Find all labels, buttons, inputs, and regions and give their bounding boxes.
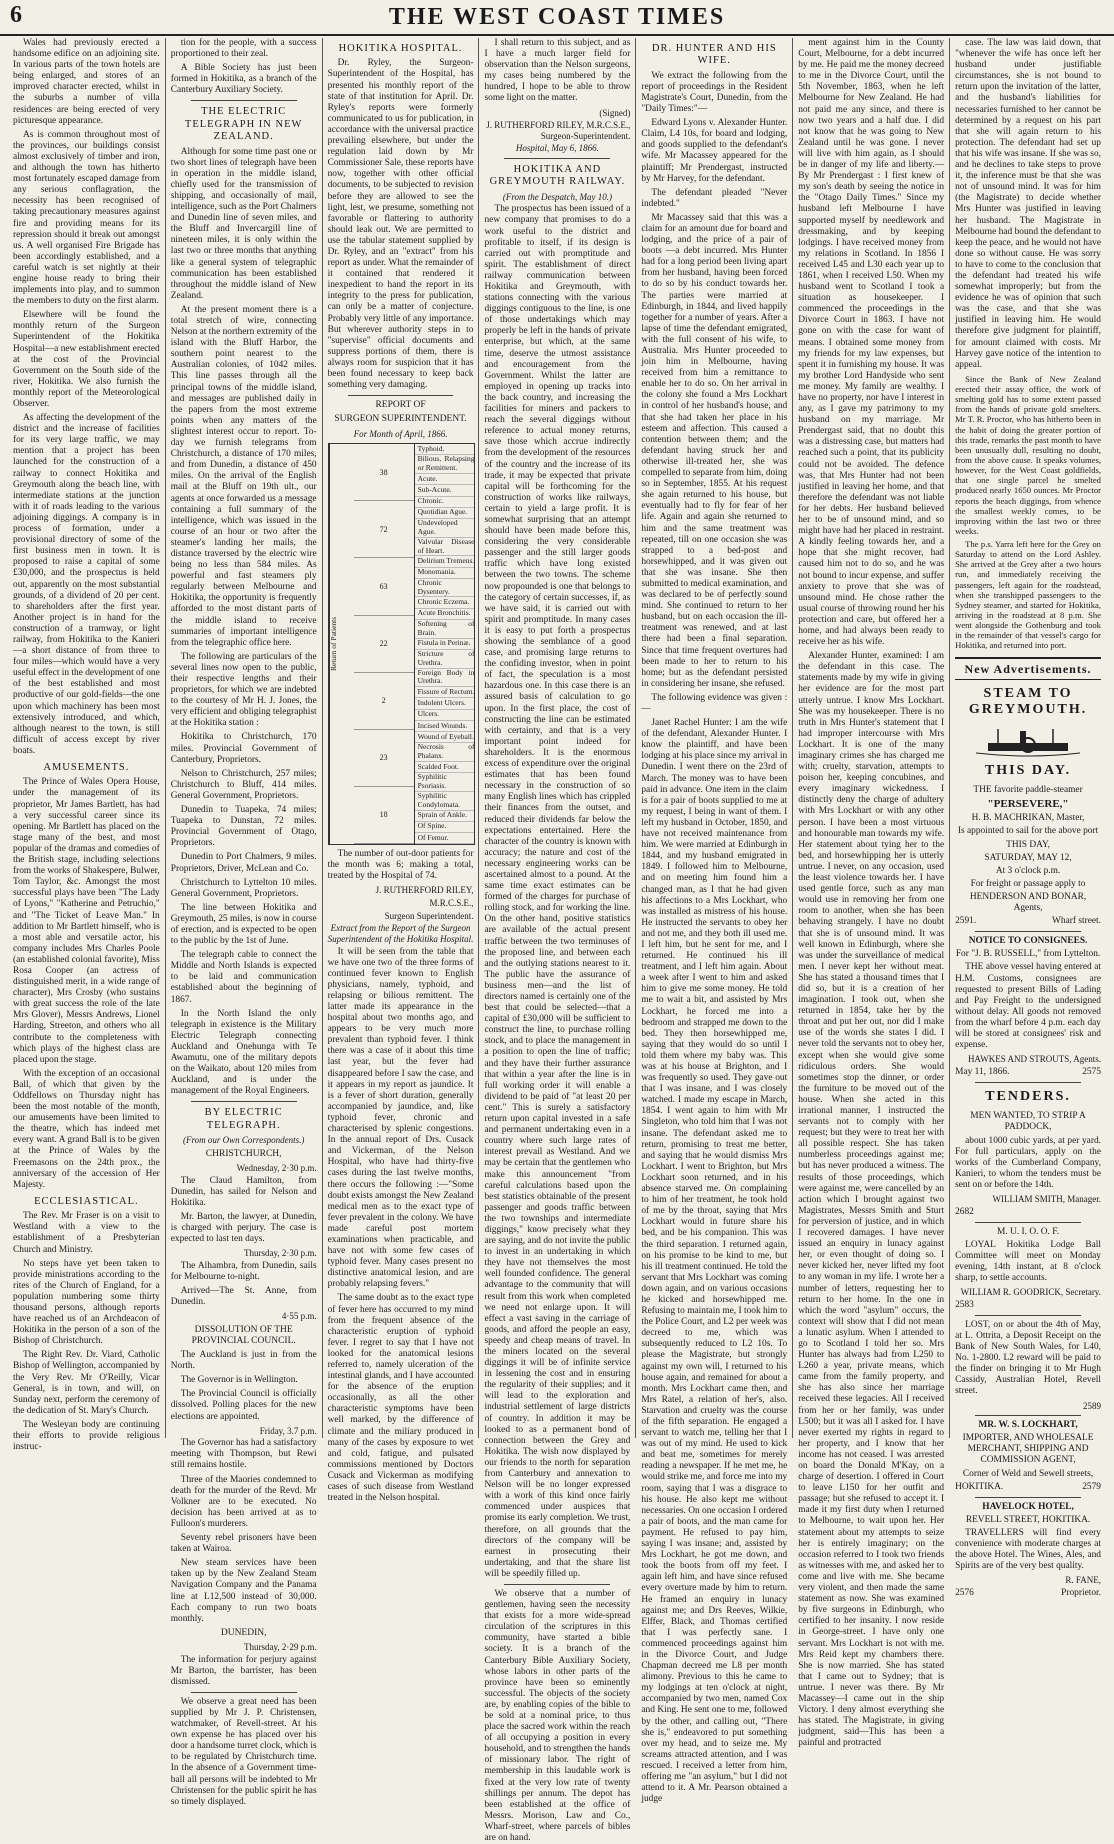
- signature: J. RUTHERFORD RILEY,: [375, 885, 474, 896]
- paragraph: At the present moment there is a total stretch of wire, connecting Nelson at the northern extremity of the island with the Bluff Harbor, the southern point nearest to the Australian colonies, of 1042 miles. This line passes through all the principal towns of the middle island, and messages are published daily in the papers from the most extreme points when any matters of the slightest interest occur to report. To-day we furnish telegrams from Christchurch, a distance of 170 miles, and from Dunedin, a distance of 450 miles. On the arrival of the English mail at the Bluff on 19th ult., our agents at once forwarded us a message containing a full summary of the intelligence, which was issued in the course of an hour or two after the steamer's landing her mails, the distance traversed by the electric wire being no less than 584 miles. As powerful and fast steamers ply regularly between Melbourne and Hokitika, the opportunity is frequently afforded to the most distant parts of the middle island to receive summaries of important intelligence from the telegraphic office here.: [170, 304, 317, 648]
- newspaper-title: THE WEST COAST TIMES: [388, 4, 726, 30]
- table-disease-cell: Foreign Body in Urethra.: [415, 669, 475, 688]
- paragraph: tion for the people, with a success proportioned to their zeal.: [170, 38, 317, 60]
- ad-text: Wharf street.: [1052, 916, 1101, 927]
- table-disease-cell: Necrosis of Phalanx.: [415, 743, 475, 762]
- paragraph: Wales had previously erected a handsome edifice on an adjoining site. In various parts of the town hotels are being enlarged, and stores of an improved character erected, whilst in the suburbs a number of villa residences are being erected of very picturesque appearance.: [13, 38, 160, 126]
- table-disease-cell: Wound of Eyeball.: [415, 732, 475, 743]
- ad-text: Proprietor.: [1061, 1587, 1101, 1598]
- ad-number: 2579: [1082, 1481, 1101, 1492]
- section-heading-amusements: AMUSEMENTS.: [43, 762, 130, 773]
- table-count-cell: 2: [354, 673, 414, 730]
- table-disease-cell: Of Femur.: [415, 833, 475, 844]
- table-disease-cell: Indolent Ulcers.: [415, 698, 475, 709]
- section-heading-ecclesiastical: ECCLESIASTICAL.: [34, 1195, 139, 1207]
- ad-text: THIS DAY,: [1006, 839, 1050, 850]
- ad-title: M. U. I. O. O. F.: [997, 1226, 1060, 1237]
- ad-text: about 1000 cubic yards, at per yard. For full particulars, apply on the works of the Cumberland Company, Kanieri, to whom the tenders must be sent on or before the 14th.: [955, 1135, 1101, 1190]
- paragraph: The following are particulars of the several lines now open to the public, their respective lengths and their proprietors, for which we are indebted to the courtesy of Mr H. J. Jones, the very efficient and obliging telegraphist at the Hokitika station :: [170, 651, 317, 729]
- table-note: The number of out-door patients for the month was 6; making a total, treated by the Hospital of 74.: [327, 849, 474, 882]
- paragraph: We observe a great need has been supplied by Mr J. P. Christensen, watchmaker, of Revell-street. At his own expense he has placed over his door a handsome turret clock, which is to be regulated by Christchurch time. In the absence of a Government time-ball all persons will be indebted to Mr Christensen for the public spirit he has so timely displayed.: [170, 1696, 317, 1807]
- ad-tenders: [955, 1089, 1101, 1218]
- ad-text: TRAVELLERS will find every convenience with moderate charges at the above Hotel. The Wines, Ales, and Spirits are of the very best quality.: [955, 1527, 1101, 1572]
- table-disease-cell: Sub-Acute.: [415, 485, 475, 496]
- ad-title: NOTICE TO CONSIGNEES.: [968, 936, 1088, 947]
- paragraph: No steps have yet been taken to provide ministrations according to the rites of the Church of England, for a population numbering some thirty thousand persons, although reports have reached us of an Archdeacon of Hokitika in the person of a son of the Bishop of Christchurch.: [13, 1258, 160, 1347]
- ad-text: H. B. MACHRIKAN, Master,: [971, 813, 1085, 824]
- paragraph: Dr. Ryley, the Surgeon-Superintendent of the Hospital, has presented his monthly report of the state of that institution for April. Dr. Ryley's reports were formerly communicated to us for publication, in accordance with the universal practice prevailing elsewhere, but under the regulation laid down by Mr Commissioner Sale, these reports have now, together with other official documents, to be subjected to revision before they are allowed to see the light, lest, we presume, something not favorable or flattering to authority should leak out. We are permitted to use the tabular statement supplied by Dr. Ryley, and an "extract" from his report as under. What the remainder of it contained that rendered it inexpedient to hand the report in its integrity to the press for publication, can only be a matter of conjecture. Probably very little of any importance. But wherever authority steps in to "supervise" official documents and suppress portions of them, there is always room for suspicion that it has been found necessary to keep back something very damaging.: [327, 58, 474, 391]
- ad-signature: WILLIAM R. GOODRICK, Secretary.: [960, 1287, 1101, 1298]
- ship-name: "PERSEVERE,": [987, 798, 1069, 811]
- column-4: [478, 38, 635, 1844]
- paragraph: The Governor has had a satisfactory meeting with Thompson, but Rewi still remains hostile.: [170, 1438, 317, 1471]
- ad-number: 2591.: [955, 916, 977, 927]
- ad-text: HENDERSON AND BONAR, Agents,: [969, 891, 1087, 914]
- table-count-cell: 63: [354, 558, 414, 615]
- ad-text: For freight or passage apply to: [970, 878, 1086, 889]
- ad-number: 2682: [955, 1206, 974, 1217]
- paragraph: The line between Hokitika and Greymouth, 25 miles, is now in course of erection, and is expected to be open to the public by the 1st of June.: [170, 902, 317, 947]
- table-disease-cell: Chronic.: [415, 497, 475, 508]
- table-disease-cell: Fissure of Rectum.: [415, 687, 475, 698]
- table-count-cell: 72: [354, 501, 414, 558]
- paragraph: The information for perjury against Mr Barton, the barrister, has been dismissed.: [170, 1654, 317, 1687]
- paragraph: Christchurch to Lyttelton 10 miles. General Government, Proprietors.: [170, 877, 317, 899]
- signature: J. RUTHERFORD RILEY, M.R.C.S.E., Surgeon-Superintendent.: [486, 120, 631, 141]
- steamer-icon: [968, 725, 1088, 757]
- paragraph: The same doubt as to the exact type of fever here has occurred to my mind from the frequent absence of the characteristic eruption of typhoid fever. I regret to say that I have not looked for the anatomical lesions referred to, namely ulceration of the intestinal glands, and I have accounted for the absence of the eruption occasionally, as all the other characteristic symptoms have been well marked, by the difference of climate and the miliary produced in many of the cases by exposure to wet and cold, fatigue, and pulsated commissions mentioned by Doctors Cusack and Vickerman as modifying cases of such disease from Westland treated in the Nelson hospital.: [327, 1293, 474, 1504]
- paragraph: The Claud Hamilton, from Dunedin, has sailed for Nelson and Hokitika.: [170, 1175, 317, 1208]
- paragraph: The p.s. Yarra left here for the Grey on Saturday to attend on the Lord Ashley. She arrived at the Grey after a two hours run, and immediately receiving the passengers, left again for the roadstead, when she transhipped passengers to the Sydney steamer, and started for Hokitika, arriving in the roadstead at 8 p.m. She went alongside the Gothenburg and took in the remainder of that vessel's cargo for Hokitika, and returned into port.: [955, 539, 1101, 651]
- paragraph: Dunedin to Tuapeka, 74 miles; Tuapeka to Dunstan, 72 miles. Provincial Government of Otago, Proprietors.: [170, 805, 317, 849]
- ad-text: Corner of Weld and Sewell streets,: [962, 1468, 1094, 1479]
- ad-subtitle: For "J. B. RUSSELL," from Lyttelton.: [955, 949, 1101, 960]
- correspondents-note: (From our Own Correspondents.): [183, 1135, 305, 1146]
- masthead: [0, 0, 1114, 36]
- ad-subtitle: THIS DAY.: [984, 762, 1072, 778]
- dateline-christchurch: CHRISTCHURCH,: [205, 1148, 282, 1159]
- paragraph: New steam services have been taken up by the New Zealand Steam Navigation Company and the Panama line at L12,500 instead of 30,000. Each company to run two boats monthly.: [170, 1558, 317, 1624]
- table-disease-cell: Fistula in Perinæ.: [415, 639, 475, 650]
- paragraph: The Rev. Mr Fraser is on a visit to Westland with a view to the establishment of a Presbyterian Church and Ministry.: [13, 1211, 160, 1255]
- paragraph: ment against him in the County Court, Melbourne, for a debt incurred by me. He paid me the money decreed to me in the Divorce Court, until the 5th November, 1863, when he left Melbourne for New Zealand. He had not paid me any since, and there is now two years and a half due. I did not know that he was going to New Zealand until he was gone. I never will live with him again, as I should be in danger of my life and liberty.—By Mr Prendergast : I first knew of my son's death by seeing the notice in the "Otago Daily Times." Since my husband left Melbourne I have supported myself by needlework and dressmaking, and by keeping lodgings. I have received money from my relations in Scotland. In 1856 I received L45 and L30 each year up to 1861, when I received L50. When my husband went to Scotland I took a situation as housekeeper. I commenced the proceedings in the Divorce Court in 1863. I have not gone on with the case for want of means. I obtained some money from my friends for my law expenses, but spent it in furnishing my house. It was my brother Lord Handyside who sent me money. My family are wealthy. I have no property, nor have I interest in any, as I gave my patrimony to my husband on my marriage. Mr Prendergast said, that no doubt this was a distressing case, but matters had reached such a point, that its publicity could not be avoided. The defence was, that Mrs Hunter had not been justified in leaving her home, and that therefore the defendant was not liable for her debts. Her husband believed her to be of unsound mind, and so might have had her placed in restraint. A kindly feeling towards her, and a hope that she might recover, had caused him not to do so, and he was not bound to incur expense, and suffer anxiety to prove that she was of unsound mind. He chose rather the usual course of throwing round her his protection and care, but offered her a home, and had always been ready to receive her as his wife.: [798, 38, 945, 648]
- ad-lockhart: [955, 1420, 1101, 1493]
- paragraph: The prospectus has been issued of a new company that promises to do a work useful to the district and profitable to itself, if its design is carried out with promptitude and spirit. The establishment of direct railway communication between Hokitika and Greymouth, with stations connecting with the various diggings contiguous to the line, is one of those undertakings which may properly be left in the hands of private enterprise, but which, at the same time, deserve the utmost assistance and encouragement from the Government. Whilst the latter are employed in opening up tracks into the back country, and increasing the facilities for miners and packers to reach the several diggings without reference to actual money returns, save those which accrue indirectly from the development of the resources of the country and the increase of its trade, it may be expected that private capital will be forthcoming for the construction of works like railways, certain to yield a large profit. It is somewhat surprising that an attempt should have been made before this, considering the very considerable passenger and the still larger goods traffic which have long existed between the two towns. The scheme now propounded is one that belongs to the category of certain successes, if, as we have said, it is carried out with spirit and promptitude. In many cases it is easy to put forth a prospectus showing the semblance of a good case, and promising large returns to the confiding investor, when in point of fact, the speculation is a most hazardous one. In this case there is an assured basis of calculation to go upon. In the first place, the cost of constructing the line can be estimated with certainty, and that is a very important point indeed for shareholders. It is the enormous excess of expenditure over the original estimates that has been found necessary in the construction of so many English lines which has crippled their finances from the outset, and reduced their dividends far below the expectations entertained. Here the character of the country is known with accuracy; the nature and cost of the necessary engineering works can be ascertained almost to a pound. At the same time exact estimates can be formed of the charges for purchase of rolling stock, and for working the line. On the other hand, positive statistics are available of the actual present traffic between the two terminuses of the proposed line, and between each and the outlying stations nearest to it. The public have the assurance of business men—and the list of directors named is certainly one of the best that could be selected—that a capital of £30,000 will be sufficient to construct the line, to purchase rolling stock, and to place the management in a position to open the line of traffic; and they have their further assurance that within a year after the line is in full working order it will enable a dividend to be paid of "at least 20 per cent." This is surely a satisfactory return upon capital invested in a safe and permanent undertaking even in a country where such large rates of interest prevail as Westland. And we may be certain that the gentlemen who make this announcement "from careful calculations based upon the best statistics obtainable of the present passenger and goods traffic between the two townships and intermediate diggings," know precisely what they are saying, and do not invite the public to invest in an undertaking in which they have not themselves the most well founded confidence. The general advantage to the community that will result from this work when completed we need not enlarge upon. It will effect a vast saving in the carriage of goods, and afford the people an easy, speedy and cheap means of travel. In the miners located on the several diggings it will be of infinite service in lessening the cost and in ensuring the regularity of their supplies; and it will lead to the exploration and industrial settlement of large districts of country. In addition it may be looked to as a permanent bond of connection between the Grey and Hokitika. The wish now displayed by our friends to the north for separation from Canterbury and annexation to Nelson will be no longer expressed with a work of this kind once fairly commenced under auspices that promise its early completion. We trust, therefore, on all grounds that the directors of the company will be earnest in prosecuting their undertaking, and that the share list will be speedily filled up.: [484, 204, 631, 1579]
- section-heading-telegraph: THE ELECTRIC TELEGRAPH IN NEW ZEALAND.: [184, 106, 303, 143]
- ad-havelock-hotel: [955, 1502, 1101, 1599]
- report-heading: REPORT OF: [375, 400, 426, 411]
- table-disease-cell: Sprain of Ankle.: [415, 811, 475, 822]
- paragraph: The telegraph cable to connect the Middle and North Islands is expected to be laid and communication established about the beginning of 1867.: [170, 950, 317, 1005]
- ad-subtitle: REVELL STREET, HOKITIKA.: [965, 1514, 1091, 1525]
- table-label: Return of Patients: [329, 444, 354, 844]
- ad-text: At 3 o'clock p.m.: [995, 865, 1061, 876]
- report-heading-2: SURGEON SUPERINTENDENT.: [334, 414, 467, 425]
- ad-signature: R. FANE,: [1065, 1575, 1101, 1586]
- paragraph: Mr. Barton, the lawyer, at Dunedin, is charged with perjury. The case is expected to last ten days.: [170, 1211, 317, 1245]
- page-number: 6: [10, 2, 22, 28]
- table-disease-cell: Softening of Brain.: [415, 620, 475, 639]
- table-disease-cell: Undeveloped Ague.: [415, 519, 475, 538]
- table-disease-cell: Syphilitic Psoriasis.: [415, 773, 475, 792]
- paragraph: The Provincial Council is officially dissolved. Polling places for the new elections are appointed.: [170, 1389, 317, 1422]
- paragraph: In the North Island the only telegraph in existence is the Military Electric Telegraph connecting Auckland and Onehunga with Te Awamutu, one of the military depots on the Waikato, about 120 miles from Auckland, and is under the management of the Royal Engineers.: [170, 1008, 317, 1097]
- ad-footer: [955, 1067, 1101, 1078]
- ad-steam-greymouth: [955, 686, 1101, 927]
- column-6: [792, 38, 949, 1749]
- ad-text: LOST, on or about the 4th of May, at L. Ottrita, a Deposit Receipt on the Bank of New South Wales, for L40, No. 1-2800. L2 reward will be paid to the finder on bringing it to Mr Hugh Cassidy, Australian Hotel, Revell street.: [955, 1319, 1101, 1397]
- table-disease-cell: Scalded Foot.: [415, 762, 475, 773]
- table-disease-cell: Stricture of Urethra.: [415, 650, 475, 669]
- paragraph: Arrived—The St. Anne, from Dunedin.: [170, 1285, 317, 1307]
- paragraph: The defendant pleaded "Never indebted.": [641, 187, 788, 209]
- ad-subtitle: IMPORTER, AND WHOLESALE MERCHANT, SHIPPING AND COMMISSION AGENT,: [962, 1433, 1094, 1466]
- hospital-return-table: [328, 443, 476, 845]
- ad-number: 2575: [1082, 1066, 1101, 1077]
- paragraph: As is common throughout most of the provinces, our buildings consist almost exclusively of timber and iron, and although the town has hitherto most fortunately escaped damage from any serious conflagration, the necessity has been recognised of taking precautionary measures against fire and providing means for its repression should it break out amongst us. A well organised Fire Brigade has been accordingly established, and a careful watch is set nightly at their engine house ready to bring their implements into play, and to summon the members to duty on the first alarm.: [13, 129, 160, 307]
- table-count-cell: 23: [354, 730, 414, 787]
- section-heading-by-telegraph: BY ELECTRIC TELEGRAPH.: [204, 1107, 283, 1131]
- dateline: Wednesday, 2·30 p.m.: [236, 1162, 317, 1173]
- ad-title: TENDERS.: [985, 1088, 1071, 1104]
- table-disease-cell: Syphilitic Condylomata.: [415, 792, 475, 811]
- paragraph: Alexander Hunter, examined: I am the defendant in this case. The statements made by my wife in giving her evidence are for the most part utterly untrue. I know Mrs Lockhart. She was my housekeeper. There is no truth in Mrs Hunter's statement that I had improper intercourse with Mrs Lockhart. It is one of the many imaginary crimes she has charged me with; cruelty, starvation, attempts to poison her, keeping concubines, and every imaginary wickedness. I distinctly deny the charge of adultery with Mrs Lockhart or with any other person. I have been a most virtuous and honourable man towards my wife. Her statement about tying her to the bed, and horsewhipping her is utterly untrue. I never, on any occasion, used the least violence towards her. I have used gentle force, such as any man would use in removing her from one room to another, when she has been behaving strangely. I have no doubt that she is of unsound mind. It was well known in Edinburgh, where she was under the surveillance of medical men. I never kept her without meat. She has stated a thousand times that I did so, but it is a creation of her imagination. I took out, when she returned in 1854, take her by the throat and put her out, nor did I make use of the words she states I did. I never told the servants not to obey her, except when she would give some ridiculous orders. She would sometimes stop the dinner, or order the furniture to be moved out of the house. When she acted in this irrational manner, I instructed the servants not to comply with her request; but they were to treat her with all possible respect. She has taken numberless proceedings against me; but has never produced a witness. The results of those proceedings, which were against me, were cancelled by an action which I brought against two Magistrates, Messrs Smith and Sturt for perversion of justice, and in which I recovered damages. I have never issued an enquiry in lunacy against her, or even thought of doing so. I never kicked her, never lifted my foot to any woman in my life. I wrote her a number of letters, requesting her to return to her home. In the one in which the word "asylum" occurs, the context will show that I did not mean a lunatic asylum. When I attended to go to Scotland I told her so. Mrs Hunter has always had from L250 to L260 a year, private means, which came from the family property, and she has also since her marriage received these legacies. All I received from her or her family, was under L500; but it was all I asked for. I have never exerted my rights in regard to her property, and I know that her income has not ceased. I was arrested on board the Donald M'Kay, on a charge of desertion. I offered in Court to leave L150 for her outfit and passage; but she refused to accept it. I made it my first duty when I returned to Melbourne, to wait upon her. Her statement about my attempts to seize her is entirely imaginary; on the occasion referred to I took two friends as witnesses with me, and asked her to come and live with me. She became very violent, and then made the same statement as now. She was examined by five surgeons in Edinburgh, who certified to her insanity. I now reside in George-street. I have only one servant. Mrs Lockhart is not with me. Mrs Reid kept my chambers there. She is now married. She has stated that I came out to Sydney; that is untrue. I never was there. By Mr Macassey—I came out in the ship Victory. I deny almost everything she has stated. The Magistrate, in giving judgment, said—This has been a painful and protracted: [798, 651, 945, 1749]
- ad-notice-consignees: [955, 936, 1101, 1078]
- ad-lost: [955, 1320, 1101, 1411]
- table-counts: [354, 444, 415, 844]
- divider: [504, 1584, 610, 1585]
- divider: [191, 1692, 297, 1693]
- paragraph: Since the Bank of New Zealand erected their assay office, the work of smelting gold has to some extent passed from the hands of private gold smelters. Mr T. R. Proctor, who has hitherto been in the habit of doing the greater portion of this trade, remarks the past month to have been unusually dull, resulting no doubt, from the above cause. It speaks volumes, however, for the West Coast goldfields, that one single parcel he smelted produced nearly 1650 ounces. Mr Proctor reports the beach diggings, from whence the smallest weekly comes, to be improving within the last two or three weeks.: [955, 373, 1101, 536]
- paragraph: It will be seen from the table that we have one two of the three forms of continued fever known to English physicians, namely, typhoid, and relapsing or bilious remittent. The latter made its appearance in the hospital about two months ago, and appears to be very much more prevalent than typhoid fever. I think there was a case of it about this time last year, but the fever had disappeared before I saw the case, and it appears in my report as jaundice. It is a fever of short duration, generally accompanied by jaundice, and, like typhoid fever, chronic and characterised by splenic congestions. In the annual report of Drs. Cusack and Vickerman, of the Nelson Hospital, who have had thirty-five cases during the last twelve months, there occurs the following :—"Some doubt exists amongst the New Zealand medical men as to the exact type of fever prevalent in the colony. We have made careful post mortem examinations when practicable, and have not with some few cases of typhoid fever. Many cases present no distinctive anatomical lesion, and are probably relapsing fevers.": [327, 946, 474, 1290]
- advertisements-header: New Advertisements.: [955, 657, 1101, 680]
- divider: [975, 931, 1081, 932]
- dateline: Thursday, 2·29 p.m.: [243, 1641, 317, 1652]
- paragraph: Mr Macassey said that this was a claim for an amount due for board and lodging, and the price of a pair of boots —a debt incurred. Mrs Hunter had for a long period been living apart from her husband, having been forced to do so by his conduct towards her. The parties were married at Edinburgh, in 1844, and lived happily together for a number of years. After a lapse of time the defendant emigrated, with the full consent of his wife, to Australia. Mrs Hunter proceeded to join him in Melbourne, having received from him a remittance to enable her to do so. On her arrival in the colony she found a Mrs Lockhart in control of her husband's house, and that she had taken her place in his esteem and affection. This caused a contention between them; and the defendant having struck her and otherwise ill-treated her, she was compelled to separate from him, doing so in September, 1855. At his request she again returned to his house, but eventually had to fly for fear of her life. Again and again she returned to him and the same treatment was repeated, till on one occasion she was strapped to a bed-post and horsewhipped, and it was given out that she was insane. She then submitted to medical examination, and was declared to be of perfectly sound mind. She continued to return to her husband, but on each occasion the ill-treatment was renewed, and at last there had been a final separation. Since that time frequent overtures had been made to her to return to his home; but as the defendant persisted in considering her insane, she refused.: [641, 212, 788, 689]
- divider: [504, 158, 610, 159]
- divider: [191, 100, 297, 101]
- paragraph: The Wesleyan body are continuing their efforts to provide religious instruc-: [13, 1419, 160, 1453]
- table-disease-cell: Bilious, Relapsing or Remittent.: [415, 455, 475, 474]
- dateline: Thursday, 2·30 p.m.: [243, 1248, 317, 1259]
- table-disease-cell: Chronic Eczema.: [415, 597, 475, 608]
- signature: M.R.C.S.E.,: [429, 898, 474, 909]
- paragraph: The Auckland is just in from the North.: [170, 1350, 317, 1372]
- divider: [348, 395, 454, 396]
- extract-heading: Extract from the Report of the Surgeon Superintendent of the Hokitika Hospital.: [327, 923, 474, 944]
- paragraph: The Governor is in Wellington.: [180, 1375, 298, 1386]
- table-disease-cell: Of Spine.: [415, 822, 475, 833]
- signature: Surgeon Superintendent.: [384, 910, 474, 921]
- table-disease-cell: Incised Wounds.: [415, 721, 475, 732]
- table-disease-cell: Quotidian Ague.: [415, 508, 475, 519]
- paragraph: We observe that a number of gentlemen, having seen the necessity that exists for a more wide-spread circulation of the scriptures in this community, have started a bible society. It is a branch of the Canterbury Bible Auxiliary Society, whose labors in other parts of the province have been so eminently successful. The objects of the society are, by enabling copies of the bible to be sold at a nominal price, to thus place the sacred work within the reach of all occupying a position in every household, and to strengthen the hands of missionary labor. The right of membership in this laudable work is fixed at the very low rate of twenty shillings per annum. The depot has been established at the office of Messrs. Morison, Law and Co., Wharf-street, where parcels of bibles are on hand.: [484, 1588, 631, 1844]
- ad-subtitle: MEN WANTED, TO STRIP A PADDOCK,: [970, 1111, 1086, 1133]
- paragraph: Elsewhere will be found the monthly return of the Surgeon Superintendent of the Hokitika Hospital—a new establishment erected at the cost of the Provincial Government on the South side of the river, Hokitika. We also furnish the monthly report of the Meteorological Observer.: [13, 310, 160, 409]
- ad-text: LOYAL Hokitika Lodge Ball Committee will meet on Monday evening, 14th instant, at 8 o'clock sharp, to settle accounts.: [955, 1239, 1101, 1284]
- column-7: [949, 38, 1106, 1598]
- paragraph: Edward Lyons v. Alexander Hunter. Claim, L4 10s, for board and lodging, and goods supplied to the defendant's wife. Mr Macassey appeared for the plaintiff; Mr Prendergast, instructed by Mr Harvey, for the defendant.: [641, 118, 788, 184]
- ad-footer: [955, 1588, 1101, 1599]
- ad-text: Is appointed to sail for the above port: [957, 826, 1099, 837]
- column-3: [322, 38, 479, 1504]
- column-2: [165, 38, 322, 1807]
- paragraph: With the exception of an occasional Ball, of which that given by the Oddfellows on Thursday night has been the most notable of the month, our amusements have been limited to the theatre, which has indeed met every want. A grand Ball is to be given at the Prince of Wales by the Freemasons on the 24th prox., the anniversary of the accession of Her Majesty.: [13, 1068, 160, 1190]
- ad-text: HOKITIKA.: [955, 1481, 1004, 1492]
- dateline: Hospital, May 6, 1866.: [515, 143, 599, 154]
- ad-muioof: [955, 1227, 1101, 1311]
- ad-footer: [955, 916, 1101, 927]
- table-count-cell: 22: [354, 616, 414, 673]
- paragraph: The following evidence was given :—: [641, 692, 788, 714]
- table-disease-cell: Valvular Disease of Heart.: [415, 538, 475, 557]
- paragraph: The Right Rev. Dr. Viard, Catholic Bishop of Wellington, accompanied by the Very Rev. Mr O'Reilly, Vicar General, is in town, and will, on Sunday next, perform the ceremony of the dedication of St. Mary's Church.: [13, 1350, 160, 1416]
- report-month: For Month of April, 1866.: [353, 428, 448, 439]
- ad-text: THE favorite paddle-steamer: [973, 785, 1083, 796]
- ad-text: SATURDAY, MAY 12,: [984, 852, 1072, 863]
- divider: [975, 1082, 1081, 1083]
- subheading-dissolution: DISSOLUTION OF THE PROVINCIAL COUNCIL.: [191, 1324, 296, 1346]
- paragraph: A Bible Society has just been formed in Hokitika, as a branch of the Canterbury Auxiliary Society.: [170, 63, 317, 96]
- ad-title: STEAM TO GREYMOUTH.: [968, 685, 1088, 718]
- table-disease-cell: Acute.: [415, 474, 475, 485]
- section-heading-hunter: DR. HUNTER AND HIS WIFE.: [651, 43, 777, 67]
- ad-text: THE above vessel having entered at H.M. Customs, consignees are requested to present Bills of Lading and Pay Freight to the undersigned without delay. All goods not removed from the wharf before 4 p.m. each day will be stored at consignees' risk and expense.: [955, 962, 1101, 1051]
- table-disease-cell: Ulcers.: [415, 710, 475, 721]
- ad-title: HAVELOCK HOTEL,: [982, 1501, 1074, 1512]
- table-disease-cell: Typhoid.: [415, 444, 475, 455]
- dateline-dunedin: DUNEDIN,: [220, 1627, 267, 1638]
- section-heading-hospital: HOKITIKA HOSPITAL.: [338, 43, 463, 54]
- columns: [8, 38, 1106, 1844]
- paragraph: Three of the Maories condemned to death for the murder of the Revd. Mr Volkner are to be executed. No decision has been arrived at as to Fulloon's murderers.: [170, 1474, 317, 1529]
- paragraph: As affecting the development of the district and the increase of facilities for its very large traffic, we may mention that a project has been launched for the construction of a railway to connect Hokitika and Greymouth along the beach line, with intermediate stations at the junction with it of roads leading to the various adjoining diggings. A company is in process of formation, under a provisional directory of some of the first business men in town. It is proposed to raise a capital of some £30,000, and the prospectus is held out, apparently on the most substantial grounds, of a dividend of 20 per cent. to shareholders after the first year. Another project is in hand for the construction of a tramway, or light railway, from Hokitika to the Kanieri—a short distance of from three to four miles—which would have a very useful effect in the development of one of the best established and most productive of our gold-fields—the one upon which machinery has been most extensively introduced, and which, although nearest to the town, is still difficult of access except by river boats.: [13, 413, 160, 756]
- paragraph: Janet Rachel Hunter: I am the wife of the defendant, Alexander Hunter. I know the plaintiff, and have been lodging at his place since my arrival in Dunedin. I went there on the 23rd of March. The money was to have been paid in advance. One item in the claim is for a pair of boots supplied to me at my request, I being in want of them. I left my husband in October, 1850, and have not received maintenance from him. We were married at Edinburgh in 1844, and my husband emigrated in 1849. I followed him to Melbourne, and on meeting him found him a changed man, as I that he had given his affections to a Mrs Lockhart, who was installed as mistress of his house. He instructed the servants to obey her and not me, and they both ill used me. I left him, but he sent for me, and I returned. He continued his ill treatment, and I left him again. About a week after I went to him and asked him to give me some money. He told me to wait a bit, and assisted by Mrs Lockhart, he forced me into a bedroom and strapped me down to the bed. They then horsewhipped me, saying that they would do so until I told them where my baby was. This was at his house at Brighton, and I was frequently so used. They gave out that I was insane, and I was closely watched. I made my escape in March, 1854. I went again to him with Mr Singleton, who told him that I was not insane. The defendant asked me to return, promising to treat me better, and saying that he would dismiss Mrs Lockhart. I went to Brighton, but Mrs Lockhart soon returned, and in his absence starved me. On complaining to him of her treatment, he took hold of me by the throat, saying that Mrs Lockhart would in future share his bed, and be his companion. This was the third separation. I returned again, on his promise to be kind to me, but his ill treatment continued. He told the servant that Mrs Lockhart was coming down again, and on various occasions he kicked and horsewhipped me. Refusing to maintain me, I took him to the Police Court, and L2 per week was decreed to me, which was subsequently reduced to L2 10s. To please the Magistrate, but strongly against my own will, I returned to his house again, and remained for about a month. Mrs Lockhart came then, and Mrs Ratel, a relation of her's, also. Starvation and cruelty was the course of the fifth separation. He engaged a servant to watch me, telling her that I was out of my mind. He used to kick and beat me, sometimes for merely reading a newspaper. If he met me, he would strike me, and force me into my room, saying that I was a disgrace to his house. He also kept me without necessaries. On one occasion I ordered a pair of boots, and the man came for payment. He refused to pay him, saying I was insane; and, assisted by Mrs Lockhart, he got me down, and took the boots from off my feet. I again left him, and have since refused every overture made by him to return. He framed an enquiry in lunacy against me; and Drs Reeves, Wilkie, Elffer, Black, and Thomas certified that I was perfectly sane. I commenced proceedings against him in the Divorce Court, and Judge Chapman decreed me L8 per month alimony. Previous to this he came to my lodgings at ten o'clock at night, accompanied by two men, named Cox and King. He sent one to me, followed by the other, and calling out, "There she is," endeavored to put something over my head, and to seize me. My screams attracted attention, and I was rescued. I received a letter from him, offering me "an asylum," but I did not attend to it. A Mr. Pearson obtained a judge: [641, 718, 788, 1805]
- table-diseases: [415, 444, 475, 844]
- signature: (Signed): [599, 107, 631, 118]
- divider: [975, 1415, 1081, 1416]
- ad-number: 2589: [1082, 1400, 1101, 1411]
- ad-signature: HAWKES AND STROUTS, Agents.: [967, 1054, 1101, 1065]
- ad-number: 2576: [955, 1587, 974, 1598]
- ad-number: 2583: [955, 1299, 974, 1310]
- dateline: 4·55 p.m.: [281, 1311, 317, 1322]
- divider: [191, 1101, 297, 1102]
- paragraph: Hokitika to Christchurch, 170 miles. Provincial Government of Canterbury, Proprietors.: [170, 732, 317, 765]
- divider: [975, 1497, 1081, 1498]
- paragraph: case. The law was laid down, that "whenever the wife has once left her husband under justifiable circumstances, she is not bound to return upon the invitation of the latter, and the husband's liabilities for necessaries furnished to her cannot be determined by a request on his part that she will again return to his protection. The defendant had set up that his wife was insane. If she was so, and he declines to take steps to prove it, the inference must be that she was not of unsound mind. It was for him (the Magistrate) to decide whether Mrs Hunter was justified in leaving her husband. The Magistrate in Melbourne had bound the defendant to keep the peace, and he would not have done so without cause. He was sorry to have to come to the conclusion that the defendant had treated his wife somewhat improperly; but from the evidence he was of opinion that such was the case, and that she was justified in leaving him. He would therefore give judgment for plaintiff, for amount claimed with costs. Mr Harvey gave notice of the intention to appeal.: [955, 38, 1101, 370]
- paragraph: Seventy rebel prisoners have been taken at Wairoa.: [170, 1533, 317, 1555]
- ad-date: May 11, 1866.: [955, 1066, 1010, 1077]
- table-disease-cell: Monomania.: [415, 568, 475, 579]
- paragraph: Dunedin to Port Chalmers, 9 miles. Proprietors, Driver, McLean and Co.: [170, 852, 317, 874]
- paragraph: Nelson to Christchurch, 257 miles; Christchurch to Bluff, 414 miles. General Government, Proprietors.: [170, 768, 317, 801]
- table-disease-cell: Acute Bronchitis.: [415, 609, 475, 620]
- source-note: (From the Despatch, May 10.): [502, 191, 612, 202]
- paragraph: The Prince of Wales Opera House, under the management of its proprietor, Mr James Bartlett, has had a very successful career since its opening. Mr Bartlett has placed on the stage many of the best, and most popular of the dramas and comedies of the British stage, including selections from the works of Shakespere, Bulwer, Tom Taylor, &c. Amongst the most successful plays have been "The Lady of Lyons," "Katherine and Petruchio," and "The Ticket of Leave Man." In addition to Mr Bartlett himself, who is a most able and versatile actor, his company includes Mrs Charles Poole (an established colonial favorite), Miss Rosa Cooper (an actress of distinguished merit, in a wide range of character), Mrs Crosby (who sustains with great success the role of the late Mrs Glover), Messrs Andrews, Lionel Harding, Streeton, and others who all contribute to the completeness with which plays of the highest class are placed upon the stage.: [13, 777, 160, 1065]
- divider: [975, 1315, 1081, 1316]
- paragraph: The Alhambra, from Dunedin, sails for Melbourne to-night.: [170, 1260, 317, 1282]
- paragraph: We extract the following from the report of proceedings in the Resident Magistrate's Court, Dunedin, from the "Daily Times:"—: [641, 70, 788, 115]
- ad-signature: WILLIAM SMITH, Manager.: [992, 1194, 1101, 1205]
- section-heading-railway: HOKITIKA AND GREYMOUTH RAILWAY.: [489, 164, 626, 188]
- table-count-cell: 38: [354, 444, 414, 501]
- table-disease-cell: Chronic Dysentery.: [415, 579, 475, 598]
- dateline: Friday, 3.7 p.m.: [259, 1425, 317, 1436]
- column-5: [635, 38, 792, 1805]
- column-1: [8, 38, 165, 1453]
- divider: [975, 1222, 1081, 1223]
- ad-title: MR. W. S. LOCKHART,: [978, 1420, 1078, 1431]
- paragraph: I shall return to this subject, and as I have a much larger field for observation than the Nelson surgeons, my cases being numbered by the hundred, I hope to be able to throw some light on the matter.: [484, 38, 631, 104]
- table-disease-cell: Delirium Tremens.: [415, 556, 475, 567]
- ad-footer: [955, 1482, 1101, 1493]
- table-count-cell: 18: [354, 787, 414, 844]
- paragraph: Although for some time past one or two short lines of telegraph have been in operation in the middle island, chiefly used for the transmission of shipping, and occasionally of mail, intelligence, such as the Port Chalmers and Dunedin line of seven miles, and the Bluff and Invercargill line of nineteen miles, it is only within the last two or three months that anything like a general system of telegraphic communication has been established throughout the middle island of New Zealand.: [170, 146, 317, 301]
